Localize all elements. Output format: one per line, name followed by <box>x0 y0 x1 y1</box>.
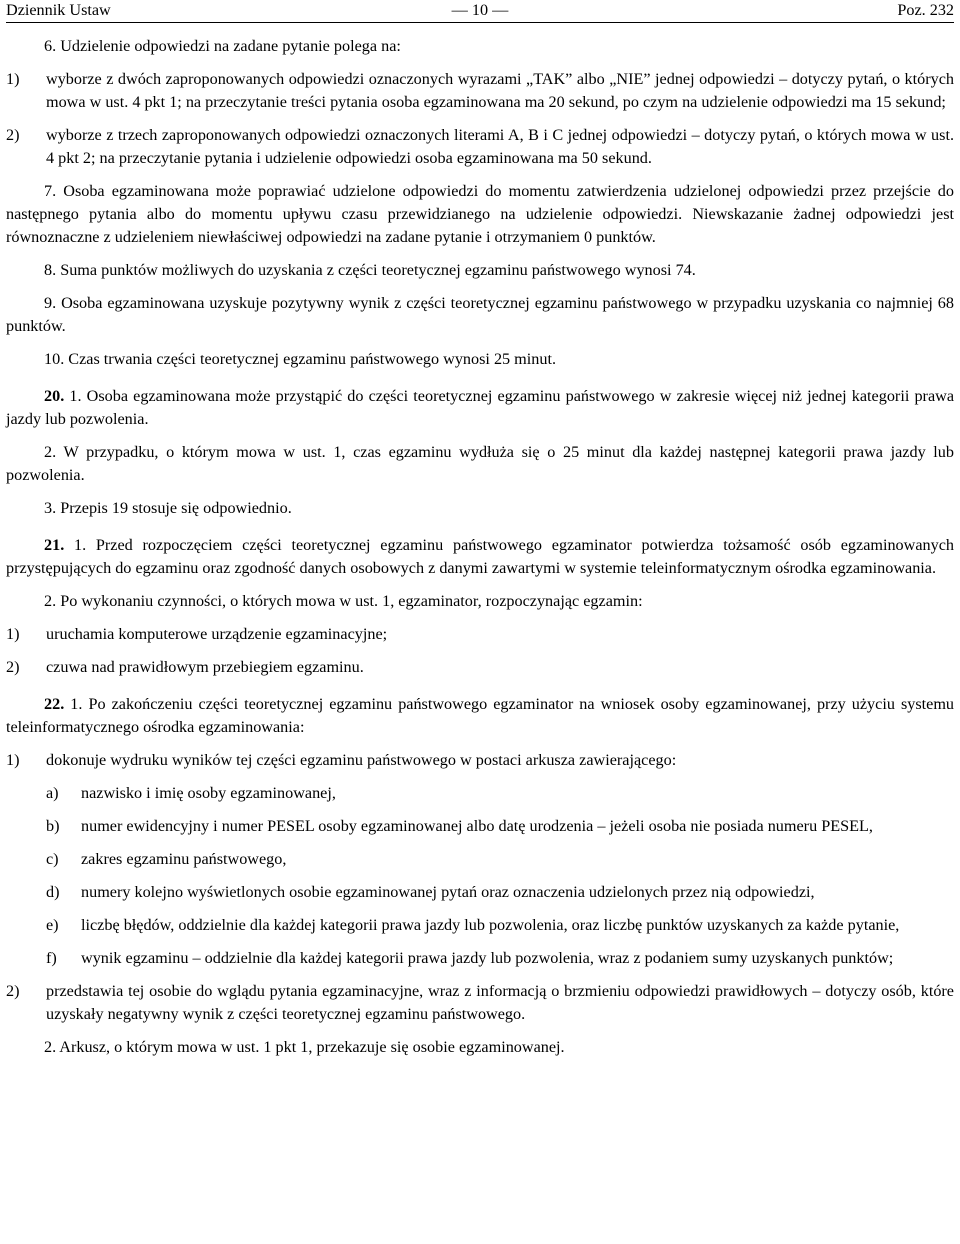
list-item <box>6 749 954 772</box>
section-21-text: 1. Przed rozpoczęciem części teoretycznej egzaminu państwowego egzaminator potwierdza tożsamość osób egzaminowanych przystępujących do egzaminu oraz zgodność danych osobowych z danymi zawartymi w systemie teleinformatycznym ośrodka egzaminowania. <box>6 536 954 577</box>
item-number: 1) <box>6 751 20 769</box>
item-text: dokonuje wydruku wyników tej części egzaminu państwowego w postaci arkusza zawierającego: <box>46 751 677 769</box>
sub-list-item <box>6 815 954 838</box>
item-text: wyborze z dwóch zaproponowanych odpowiedzi oznaczonych wyrazami „TAK” albo „NIE” jednej odpowiedzi – dotyczy pytań, o których mowa w ust. 4 pkt 1; na przeczytanie treści pytania osoba egzaminowana ma 20 sekund, po czym na udzielenie odpowiedzi ma 15 sekund; <box>46 70 954 111</box>
document-page <box>6 0 954 1069</box>
sub-list-item <box>6 881 954 904</box>
paragraph-6: 6. Udzielenie odpowiedzi na zadane pytanie polega na: <box>44 37 401 55</box>
section-20-para-1 <box>6 385 954 431</box>
section-20-para-3: 3. Przepis 19 stosuje się odpowiednio. <box>44 499 292 517</box>
item-number: 2) <box>6 126 20 144</box>
sub-item-letter: c) <box>46 850 59 868</box>
section-21-label: 21. <box>44 536 65 554</box>
item-text: uruchamia komputerowe urządzenie egzaminacyjne; <box>46 625 388 643</box>
section-21-para-2: 2. Po wykonaniu czynności, o których mowa w ust. 1, egzaminator, rozpoczynając egzamin: <box>44 592 643 610</box>
page-header <box>6 0 954 23</box>
sub-item-text: numer ewidencyjny i numer PESEL osoby egzaminowanej albo datę urodzenia – jeżeli osoba nie posiada numeru PESEL, <box>81 817 873 835</box>
page-number: — 10 — <box>451 1 509 19</box>
paragraph-9: 9. Osoba egzaminowana uzyskuje pozytywny wynik z części teoretycznej egzaminu państwowego w przypadku uzyskania co najmniej 68 punktów. <box>6 294 954 335</box>
sub-item-text: zakres egzaminu państwowego, <box>81 850 287 868</box>
paragraph-10: 10. Czas trwania części teoretycznej egzaminu państwowego wynosi 25 minut. <box>44 350 557 368</box>
list-item <box>6 623 954 646</box>
list-item <box>6 980 954 1026</box>
section-20-label: 20. <box>44 387 65 405</box>
section-22-para-2: 2. Arkusz, o którym mowa w ust. 1 pkt 1, przekazuje się osobie egzaminowanej. <box>44 1038 565 1056</box>
sub-list-item <box>6 782 954 805</box>
sub-item-text: numery kolejno wyświetlonych osobie egzaminowanej pytań oraz oznaczenia udzielonych przez nią odpowiedzi, <box>81 883 815 901</box>
paragraph-8: 8. Suma punktów możliwych do uzyskania z części teoretycznej egzaminu państwowego wynosi 74. <box>44 261 696 279</box>
sub-item-letter: a) <box>46 784 59 802</box>
section-22-label: 22. <box>44 695 65 713</box>
list-item <box>6 124 954 170</box>
paragraph-7: 7. Osoba egzaminowana może poprawiać udzielone odpowiedzi do momentu zatwierdzenia udzielonej odpowiedzi przez przejście do następnego pytania albo do momentu upływu czasu przewidzianego na udzielenie odpowiedzi. Niewskazanie żadnej odpowiedzi jest równoznaczne z udzieleniem niewłaściwej odpowiedzi na zadane pytanie i otrzymaniem 0 punktów. <box>6 182 954 246</box>
sub-item-text: liczbę błędów, oddzielnie dla każdej kategorii prawa jazdy lub pozwolenia, oraz liczbę punktów uzyskanych za każde pytanie, <box>81 916 900 934</box>
section-22-para-1 <box>6 693 954 739</box>
item-number: 1) <box>6 70 20 88</box>
journal-title: Dziennik Ustaw <box>6 1 111 19</box>
item-text: przedstawia tej osobie do wglądu pytania egzaminacyjne, wraz z informacją o brzmieniu odpowiedzi prawidłowych – dotyczy osób, które uzyskały negatywny wynik z części teoretycznej egzaminu państwowego. <box>46 982 954 1023</box>
document-body <box>6 23 954 1059</box>
item-number: 2) <box>6 982 20 1000</box>
sub-item-text: nazwisko i imię osoby egzaminowanej, <box>81 784 336 802</box>
section-20-para-2: 2. W przypadku, o którym mowa w ust. 1, czas egzaminu wydłuża się o 25 minut dla każdej następnej kategorii prawa jazdy lub pozwolenia. <box>6 443 954 484</box>
sub-list-item <box>6 947 954 970</box>
sub-list-item <box>6 914 954 937</box>
section-20-text: 1. Osoba egzaminowana może przystąpić do części teoretycznej egzaminu państwowego w zakresie więcej niż jednej kategorii prawa jazdy lub pozwolenia. <box>6 387 955 428</box>
position-number: Poz. 232 <box>897 1 954 19</box>
sub-item-letter: f) <box>46 949 57 967</box>
sub-item-letter: b) <box>46 817 60 835</box>
item-number: 1) <box>6 625 20 643</box>
sub-item-letter: e) <box>46 916 59 934</box>
list-item <box>6 68 954 114</box>
item-number: 2) <box>6 658 20 676</box>
sub-item-text: wynik egzaminu – oddzielnie dla każdej kategorii prawa jazdy lub pozwolenia, wraz z podaniem sumy uzyskanych punktów; <box>81 949 894 967</box>
item-text: wyborze z trzech zaproponowanych odpowiedzi oznaczonych literami A, B i C jednej odpowiedzi – dotyczy pytań, o których mowa w ust. 4 pkt 2; na przeczytanie pytania i udzielenie odpowiedzi osoba egzaminowana ma 50 sekund. <box>46 126 954 167</box>
item-text: czuwa nad prawidłowym przebiegiem egzaminu. <box>46 658 364 676</box>
list-item <box>6 656 954 679</box>
section-21-para-1 <box>6 534 954 580</box>
sub-item-letter: d) <box>46 883 60 901</box>
section-22-text: 1. Po zakończeniu części teoretycznej egzaminu państwowego egzaminator na wniosek osoby egzaminowanej, przy użyciu systemu teleinformatycznego ośrodka egzaminowania: <box>6 695 955 736</box>
sub-list-item <box>6 848 954 871</box>
